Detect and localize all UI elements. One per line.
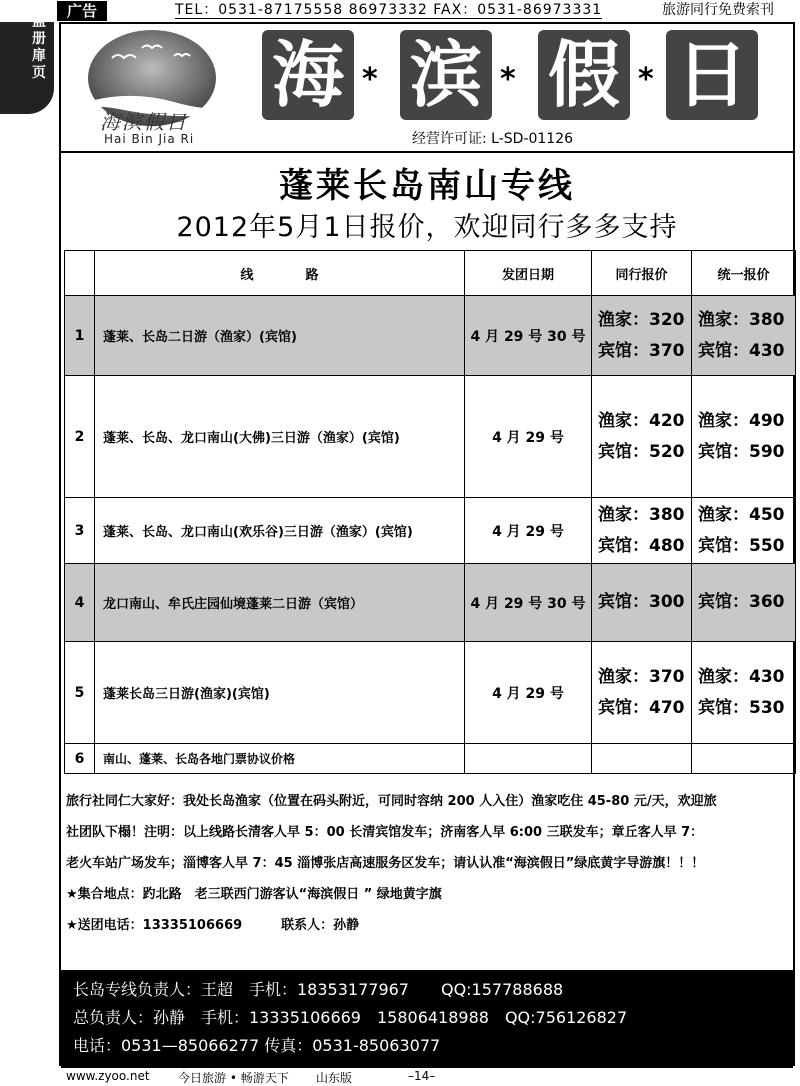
peer-price [592,296,692,376]
row-number: 3 [65,498,95,564]
depart-date: 4 月 29 号 [465,376,592,498]
notes-line: 社团队下榻！注明：以上线路长清客人早 5：00 长清宾馆发车；济南客人早 6:00 三联发车；章丘客人早 7： [66,825,704,840]
table-row [65,642,796,744]
peer-price [592,498,692,564]
depart-date: 4 月 29 号 [465,642,592,744]
brand-title [262,30,762,125]
row-number: 2 [65,376,95,498]
notes-line: 老火车站广场发车；淄博客人早 7：45 淄博张店高速服务区发车；请认认准“海滨假日”绿底黄字导游旗！！！ [66,856,705,871]
route-name: 蓬莱长岛三日游(渔家)(宾馆) [95,642,465,744]
peer-price [592,642,692,744]
page-title: 蓬莱长岛南山专线 [279,166,575,206]
side-tab-label: 蓝册扉页 [32,14,46,81]
table-header-row [65,251,796,296]
brand-char: 日 [666,30,758,120]
header-unified-price: 统一报价 [692,251,796,296]
price-line: 宾馆：360 [698,592,785,612]
notes-line: 旅行社同仁大家好：我处长岛渔家（位置在码头附近，可同时容纳 200 人入住）渔家吃住 45-80 元/天，欢迎旅 [66,794,717,809]
route-name: 南山、蓬莱、长岛各地门票协议价格 [95,744,465,774]
notes-block [66,786,794,941]
license-number: 经营许可证: L-SD-01126 [412,131,574,147]
price-line: 宾馆：430 [698,340,785,361]
route-name: 蓬莱、长岛、龙口南山(欢乐谷)三日游（渔家）(宾馆) [95,498,465,564]
logo-text-en: Hai Bin Jia Ri [104,132,195,146]
footer-line: 电话：0531—85066277 传真：0531-85063077 [73,1036,441,1055]
row-number: 1 [65,296,95,376]
row-number: 6 [65,744,95,774]
logo-text-cn: 海滨假日 [100,110,188,134]
price-line: 渔家：450 [698,504,785,525]
row-number: 5 [65,642,95,744]
star-icon: * [362,62,378,97]
unified-price [692,296,796,376]
depart-date [465,744,592,774]
website-url: www.zyoo.net [66,1069,150,1083]
peer-price [592,376,692,498]
price-line: 渔家：380 [598,504,685,525]
unified-price [692,744,796,774]
star-icon: * [500,62,516,97]
contact-line: TEL：0531-87175558 86973332 FAX：0531-86973331 [175,2,603,18]
route-name: 龙口南山、牟氏庄园仙境蓬莱二日游（宾馆） [95,564,465,642]
brand-char: 假 [538,30,630,120]
price-line: 渔家：430 [698,666,785,687]
contact-footer [61,970,793,1068]
magazine-slogan: 今日旅游 • 畅游天下 [178,1071,289,1085]
footer-line: 长岛专线负责人：王超 手机：18353177967 QQ:157788688 [73,980,564,999]
price-line: 渔家：380 [698,309,785,330]
star-icon: * [638,62,654,97]
price-line: 渔家：370 [598,666,685,687]
price-line: 宾馆：590 [698,441,785,462]
table-row [65,744,796,774]
header-route: 线 路 [95,251,465,296]
notes-line: ★送团电话：13335106669 联系人：孙静 [66,918,360,933]
table-row [65,498,796,564]
price-line: 宾馆：480 [598,535,685,556]
notes-line: ★集合地点：趵北路 老三联西门游客认“海滨假日 ” 绿地黄字旗 [66,887,442,902]
price-table [64,250,796,774]
brand-char: 海 [262,30,354,120]
price-line: 宾馆：300 [598,592,685,612]
table-row [65,376,796,498]
depart-date: 4 月 29 号 30 号 [465,296,592,376]
price-line: 渔家：490 [698,410,785,431]
free-label: 旅游同行免费索刊 [662,2,774,18]
unified-price [692,564,796,642]
price-line: 宾馆：370 [598,340,685,361]
peer-price [592,744,692,774]
header-date: 发团日期 [465,251,592,296]
table-row [65,296,796,376]
price-line: 渔家：320 [598,309,685,330]
price-line: 宾馆：520 [598,441,685,462]
edition-label: 山东版 [316,1071,353,1085]
route-name: 蓬莱、长岛、龙口南山(大佛)三日游（渔家）(宾馆) [95,376,465,498]
footer-line: 总负责人：孙静 手机：13335106669 15806418988 QQ:756126827 [73,1008,628,1027]
depart-date: 4 月 29 号 30 号 [465,564,592,642]
row-number: 4 [65,564,95,642]
table-row [65,564,796,642]
brand-char: 滨 [400,30,492,120]
unified-price [692,498,796,564]
unified-price [692,642,796,744]
route-name: 蓬莱、长岛二日游（渔家）(宾馆) [95,296,465,376]
ad-label: 广告 [57,1,107,21]
price-line: 宾馆：550 [698,535,785,556]
peer-price [592,564,692,642]
page-subtitle: 2012年5月1日报价，欢迎同行多多支持 [176,212,678,243]
header-peer-price: 同行报价 [592,251,692,296]
unified-price [692,376,796,498]
price-line: 渔家：420 [598,410,685,431]
depart-date: 4 月 29 号 [465,498,592,564]
header-num [65,251,95,296]
price-line: 宾馆：530 [698,697,785,718]
price-line: 宾馆：470 [598,697,685,718]
page-number: –14– [408,1069,436,1083]
